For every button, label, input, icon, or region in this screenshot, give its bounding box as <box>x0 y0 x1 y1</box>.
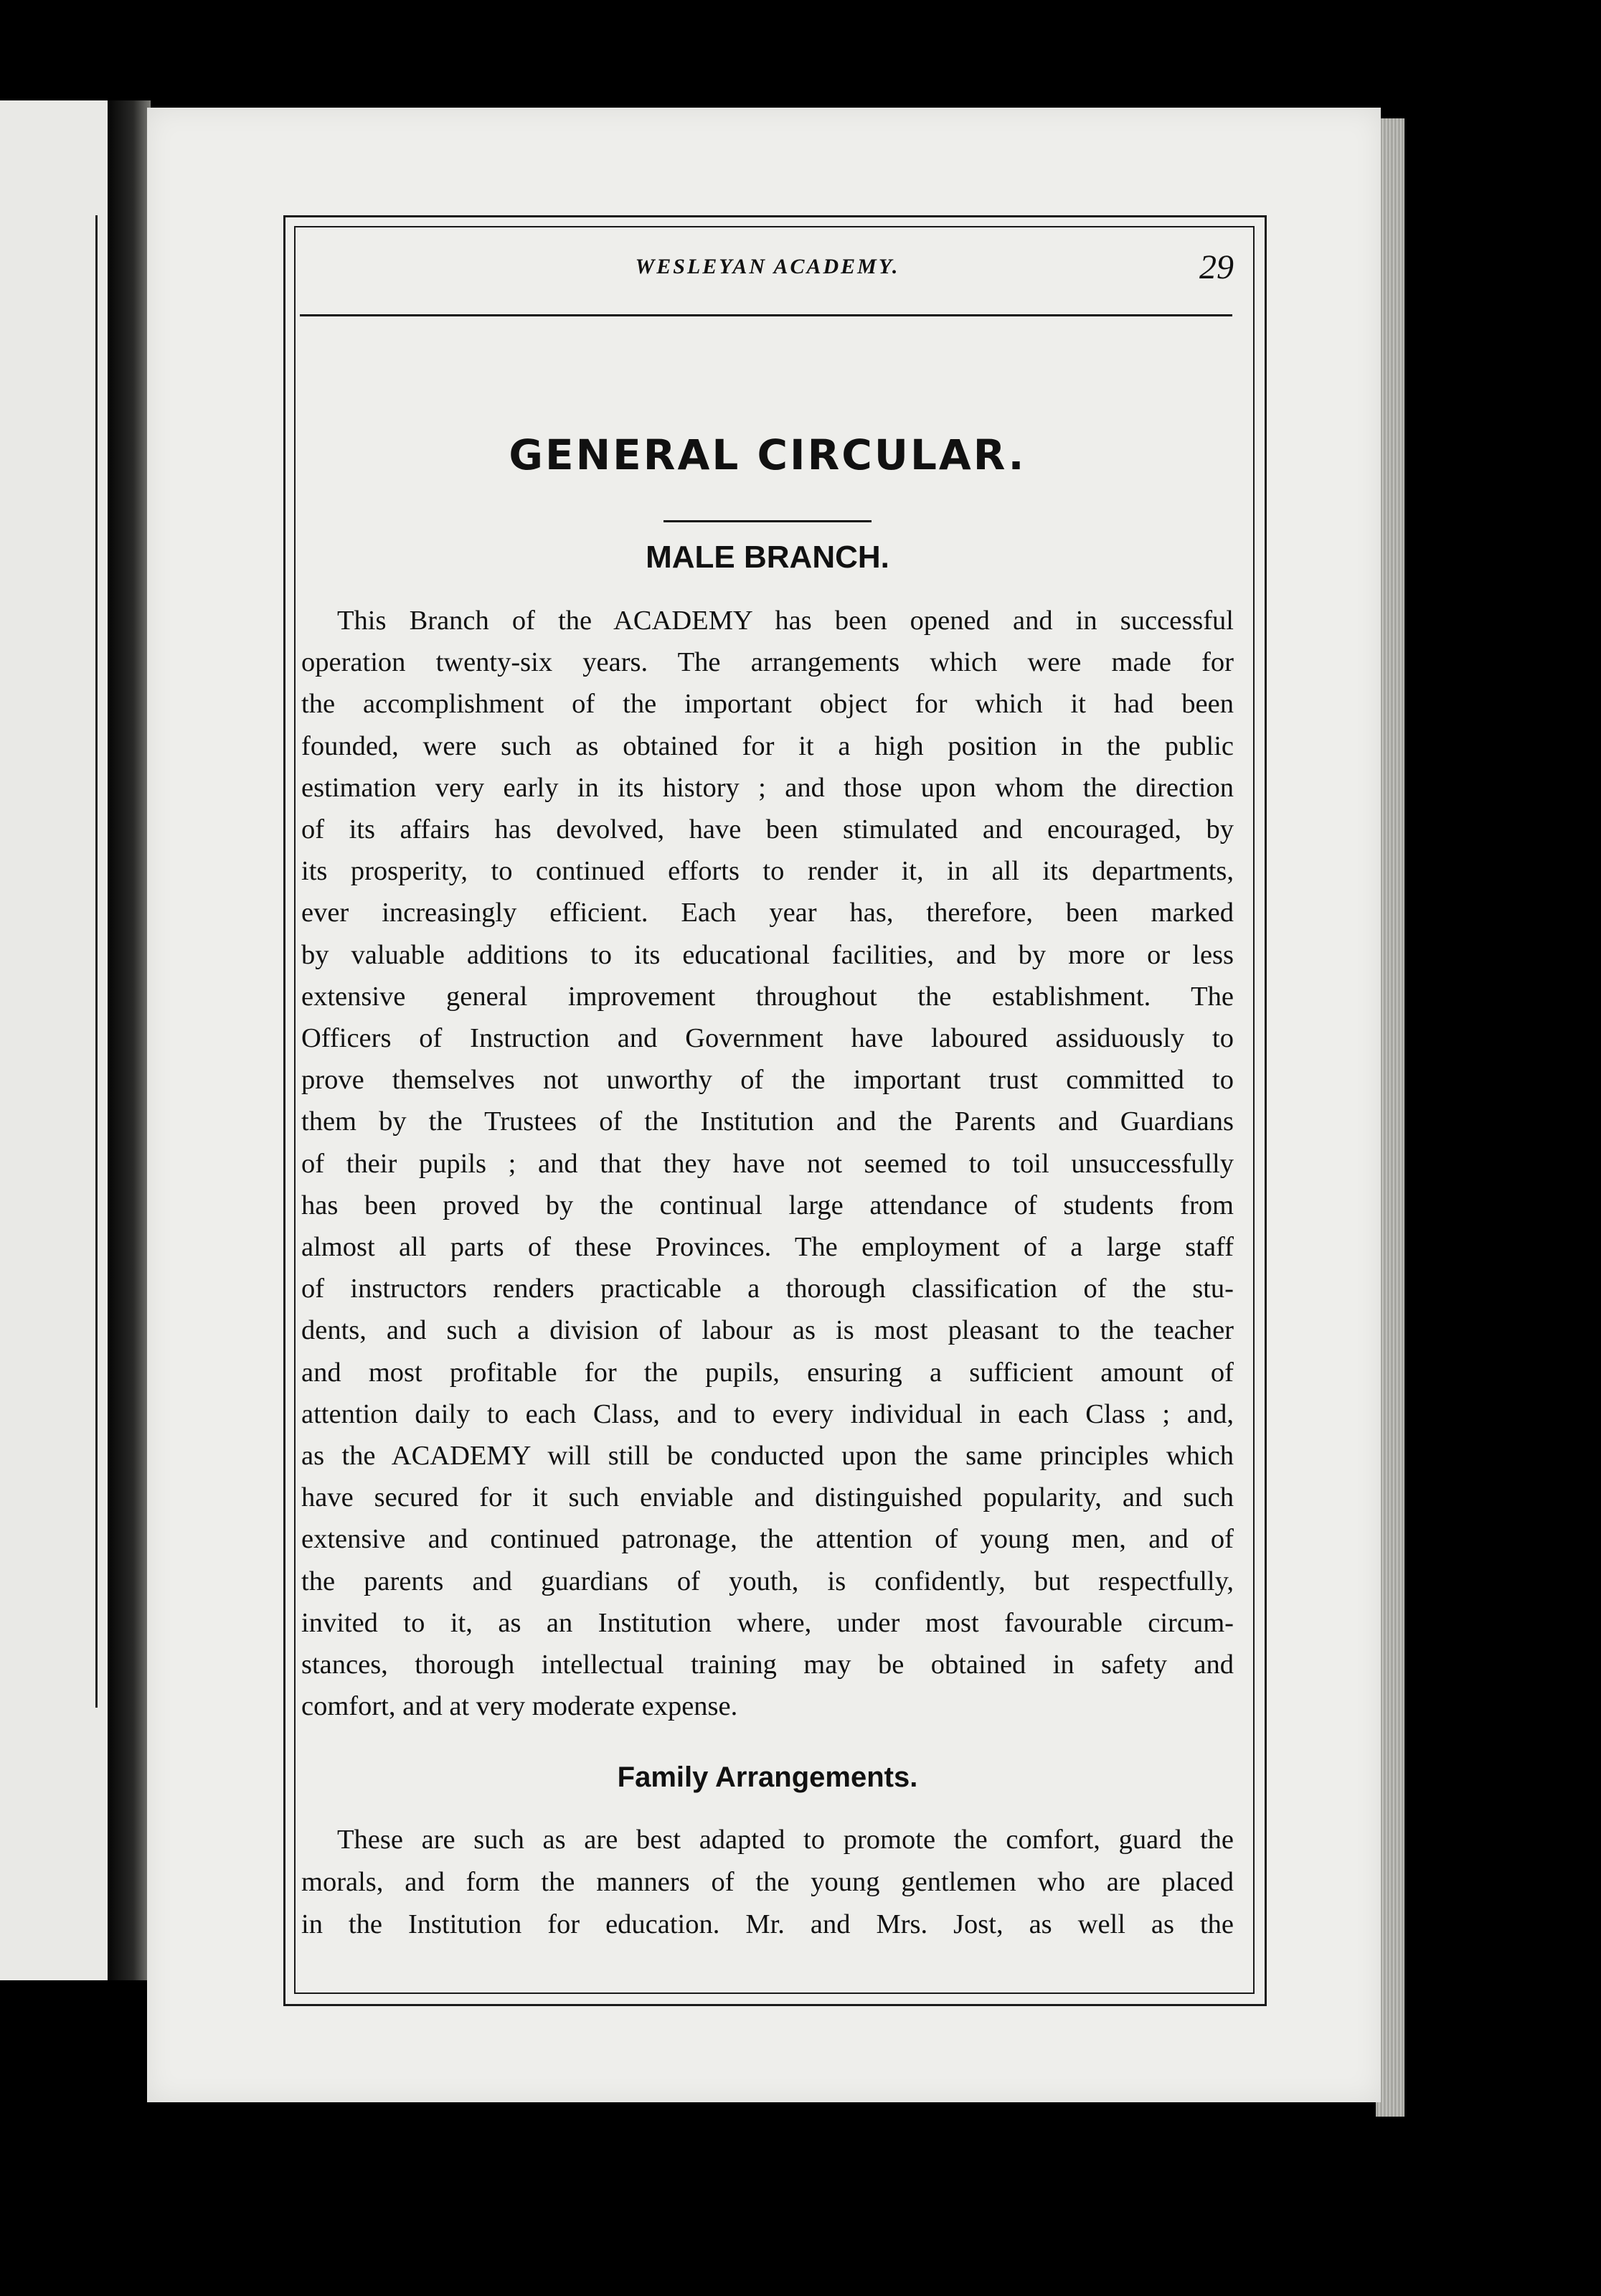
text-line: has been proved by the continual large attendance of students from <box>301 1190 1234 1220</box>
text-line: in the Institution for education. Mr. and Mrs. Jost, as well as the <box>301 1909 1234 1939</box>
text-line: founded, were such as obtained for it a high position in the public <box>301 730 1234 761</box>
text-line: Officers of Instruction and Government have laboured assiduously to <box>301 1023 1234 1054</box>
text-line: the parents and guardians of youth, is confidently, but respectfully, <box>301 1566 1234 1596</box>
book-gutter <box>108 100 151 1980</box>
title-rule <box>663 520 872 522</box>
text-line: morals, and form the manners of the young gentlemen who are placed <box>301 1867 1234 1897</box>
text-line: estimation very early in its history ; and those upon whom the direction <box>301 772 1234 803</box>
section-heading-family-arrangements: Family Arrangements. <box>617 1761 918 1793</box>
text-line: stances, thorough intellectual training may be obtained in safety and <box>301 1650 1234 1680</box>
text-line: dents, and such a division of labour as is most pleasant to the teacher <box>301 1315 1234 1346</box>
running-head-rule <box>300 314 1232 316</box>
page-title: GENERAL CIRCULAR. <box>509 430 1026 479</box>
text-line: by valuable additions to its educational facilities, and by more or less <box>301 939 1234 970</box>
text-line: These are such as are best adapted to promote the comfort, guard the <box>337 1825 1234 1855</box>
text-line: the accomplishment of the important object for which it had been <box>301 689 1234 720</box>
text-line: have secured for it such enviable and distinguished popularity, and such <box>301 1482 1234 1513</box>
text-line: invited to it, as an Institution where, under most favourable circum- <box>301 1607 1234 1638</box>
text-line: operation twenty-six years. The arrangements which were made for <box>301 647 1234 678</box>
text-line: of its affairs has devolved, have been stimulated and encouraged, by <box>301 814 1234 845</box>
running-head <box>301 248 1234 298</box>
text-line: prove themselves not unworthy of the important trust committed to <box>301 1065 1234 1096</box>
male-branch-paragraph <box>301 600 1234 1727</box>
running-head-title: WESLEYAN ACADEMY. <box>635 255 900 278</box>
previous-page-border-rule <box>95 215 98 1708</box>
text-line: almost all parts of these Provinces. The employment of a large staff <box>301 1232 1234 1263</box>
section-heading-male-branch: MALE BRANCH. <box>646 540 889 575</box>
text-line: attention daily to each Class, and to every individual in each Class ; and, <box>301 1398 1234 1429</box>
text-line: of instructors renders practicable a thorough classification of the stu- <box>301 1274 1234 1304</box>
previous-page-edge <box>0 100 110 1980</box>
text-line: This Branch of the ACADEMY has been opened and in successful <box>337 606 1234 636</box>
text-line: extensive and continued patronage, the attention of young men, and of <box>301 1524 1234 1555</box>
text-line: extensive general improvement throughout the establishment. The <box>301 981 1234 1012</box>
text-line: comfort, and at very moderate expense. <box>301 1691 738 1722</box>
text-line: its prosperity, to continued efforts to render it, in all its departments, <box>301 856 1234 887</box>
text-line: as the ACADEMY will still be conducted upon the same principles which <box>301 1441 1234 1472</box>
text-line: them by the Trustees of the Institution and the Parents and Guardians <box>301 1106 1234 1137</box>
text-line: of their pupils ; and that they have not seemed to toil unsuccessfully <box>301 1148 1234 1179</box>
page-number: 29 <box>1199 248 1234 286</box>
family-arrangements-paragraph <box>301 1819 1234 1946</box>
text-line: ever increasingly efficient. Each year has, therefore, been marked <box>301 898 1234 928</box>
text-line: and most profitable for the pupils, ensuring a sufficient amount of <box>301 1357 1234 1388</box>
